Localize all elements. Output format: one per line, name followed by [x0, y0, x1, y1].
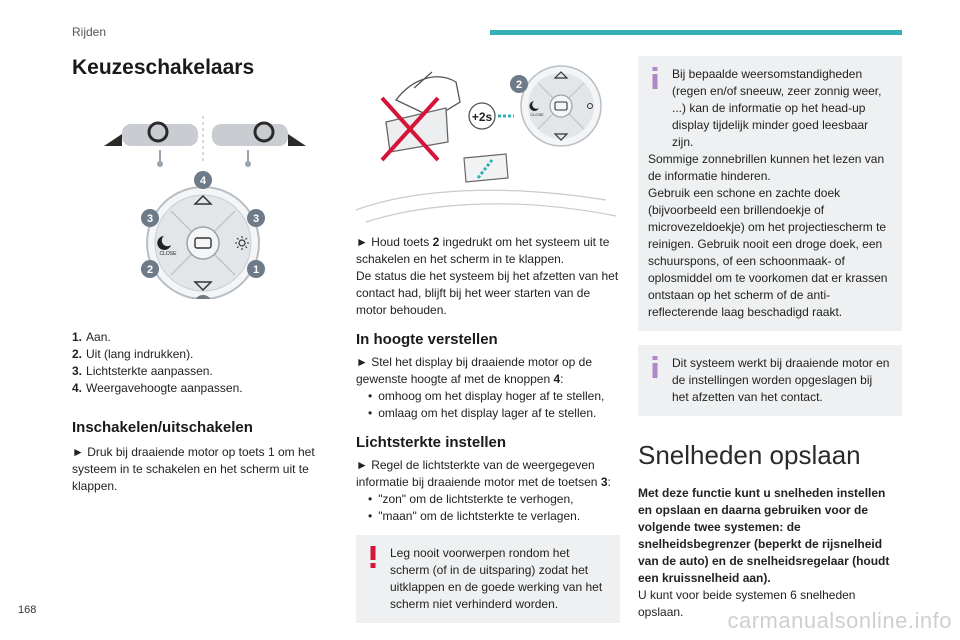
height-text: ► Stel het display bij draaiende motor op de gewenste hoogte af met de knoppen 4:	[356, 355, 593, 386]
control-pad-small-icon	[510, 66, 601, 146]
column-1	[72, 56, 334, 495]
intro-bold-text: Met deze functie kunt u snelheden instellen en opslaan en daarna gebruiken voor de volgende twee systemen: de snelheidsbegrenzer (beperkt de rijsnelheid van de auto) en de snelheidsregelaar (houdt een kruissnelheid aan).	[638, 486, 890, 585]
close-label: CLOSE	[159, 251, 177, 257]
info-text: Gebruik een schone en zachte doek (bijvoorbeeld een brillendoekje of microvezeldoekje) om het projectiescherm te reinigen. Gebruik nooit een droge doek, een schuurspons, of een schoonmaak- of oplosmiddel om te voorkomen dat er krassen ontstaan op het scherm of de anti-reflecterende laag beschadigd raakt.	[648, 186, 888, 319]
info-text: Bij bepaalde weersomstandigheden (regen en/of sneeuw, zeer zonnig weer, ...) kan de informatie op het head-up display tijdelijk minder goed leesbaar zijn.	[672, 67, 882, 149]
section-heading: Lichtsterkte instellen	[356, 434, 507, 451]
svg-text:4: 4	[199, 175, 207, 187]
svg-text:3: 3	[252, 213, 260, 225]
close-label: CLOSE	[530, 112, 544, 117]
column-3	[638, 56, 902, 621]
section-heading: Inschakelen/uitschakelen	[72, 419, 253, 436]
info-box-weather	[638, 56, 902, 331]
page-title: Keuzeschakelaars	[72, 56, 255, 79]
page-number: 168	[18, 604, 37, 616]
badge-1	[247, 260, 265, 278]
display-retract-illustration	[356, 60, 620, 228]
svg-text:2: 2	[146, 264, 154, 276]
windshield-projection-icon	[356, 154, 616, 222]
list-item: 4. Weergavehoogte aanpassen.	[72, 381, 243, 395]
warning-box	[356, 535, 620, 623]
retract-text: ► Houd toets 2 ingedrukt om het systeem uit te schakelen en het scherm in te klappen.	[356, 235, 610, 266]
section-text: ► Druk bij draaiende motor op toets 1 om het systeem in te schakelen en het scherm uit te klappen.	[72, 445, 315, 493]
column-2	[356, 60, 620, 623]
info-text: Dit systeem werkt bij draaiende motor en de instellingen worden opgeslagen bij het afzetten van het contact.	[672, 356, 890, 404]
steering-wheel-right-icon	[212, 123, 306, 167]
list-item: • "maan" om de lichtsterkte te verlagen.	[368, 508, 620, 525]
info-box-system	[638, 345, 902, 416]
stalk-switch-illustration	[72, 94, 334, 299]
running-header: Rijden	[72, 25, 107, 39]
svg-text:1: 1	[252, 264, 260, 276]
watermark: carmanualsonline.info	[727, 608, 952, 633]
body-text: U kunt voor beide systemen 6 snelheden opslaan.	[638, 588, 856, 619]
info-icon	[648, 67, 662, 89]
list-item: 2. Uit (lang indrukken).	[72, 347, 194, 361]
steering-wheel-left-icon	[104, 123, 198, 167]
badge-2	[141, 260, 159, 278]
section-title: Snelheden opslaan	[638, 440, 861, 470]
badge-3-left	[141, 209, 159, 227]
height-bullets	[356, 388, 620, 422]
svg-text:3: 3	[146, 213, 154, 225]
badge-3-right	[247, 209, 265, 227]
header-accent-bar	[490, 30, 902, 35]
light-text: ► Regel de lichtsterkte van de weergegeven informatie bij draaiende motor met de toetsen 3:	[356, 458, 611, 489]
timer-label: +2s	[471, 110, 493, 124]
list-item: • omhoog om het display hoger af te stellen,	[368, 388, 620, 405]
badge-4-top	[194, 171, 212, 189]
section-heading: In hoogte verstellen	[356, 331, 498, 348]
list-item: • "zon" om de lichtsterkte te verhogen,	[368, 491, 620, 508]
warning-icon	[366, 546, 380, 568]
state-text: De status die het systeem bij het afzetten van het contact had, blijft bij het weer starten van de motor behouden.	[356, 269, 619, 317]
warning-text: Leg nooit voorwerpen rondom het scherm (of in de uitsparing) zodat het uitklappen en de goede werking van het scherm niet verhinderd worden.	[390, 546, 603, 611]
badge-2: 2	[515, 79, 523, 91]
info-icon	[648, 356, 662, 378]
button-list	[72, 329, 334, 397]
timer-icon	[469, 103, 514, 129]
list-item: 3. Lichtsterkte aanpassen.	[72, 364, 213, 378]
info-text: Sommige zonnebrillen kunnen het lezen van de informatie hinderen.	[648, 152, 885, 183]
list-item: • omlaag om het display lager af te stellen.	[368, 405, 620, 422]
control-pad-icon	[147, 187, 259, 299]
light-bullets	[356, 491, 620, 525]
list-item: 1. Aan.	[72, 330, 111, 344]
